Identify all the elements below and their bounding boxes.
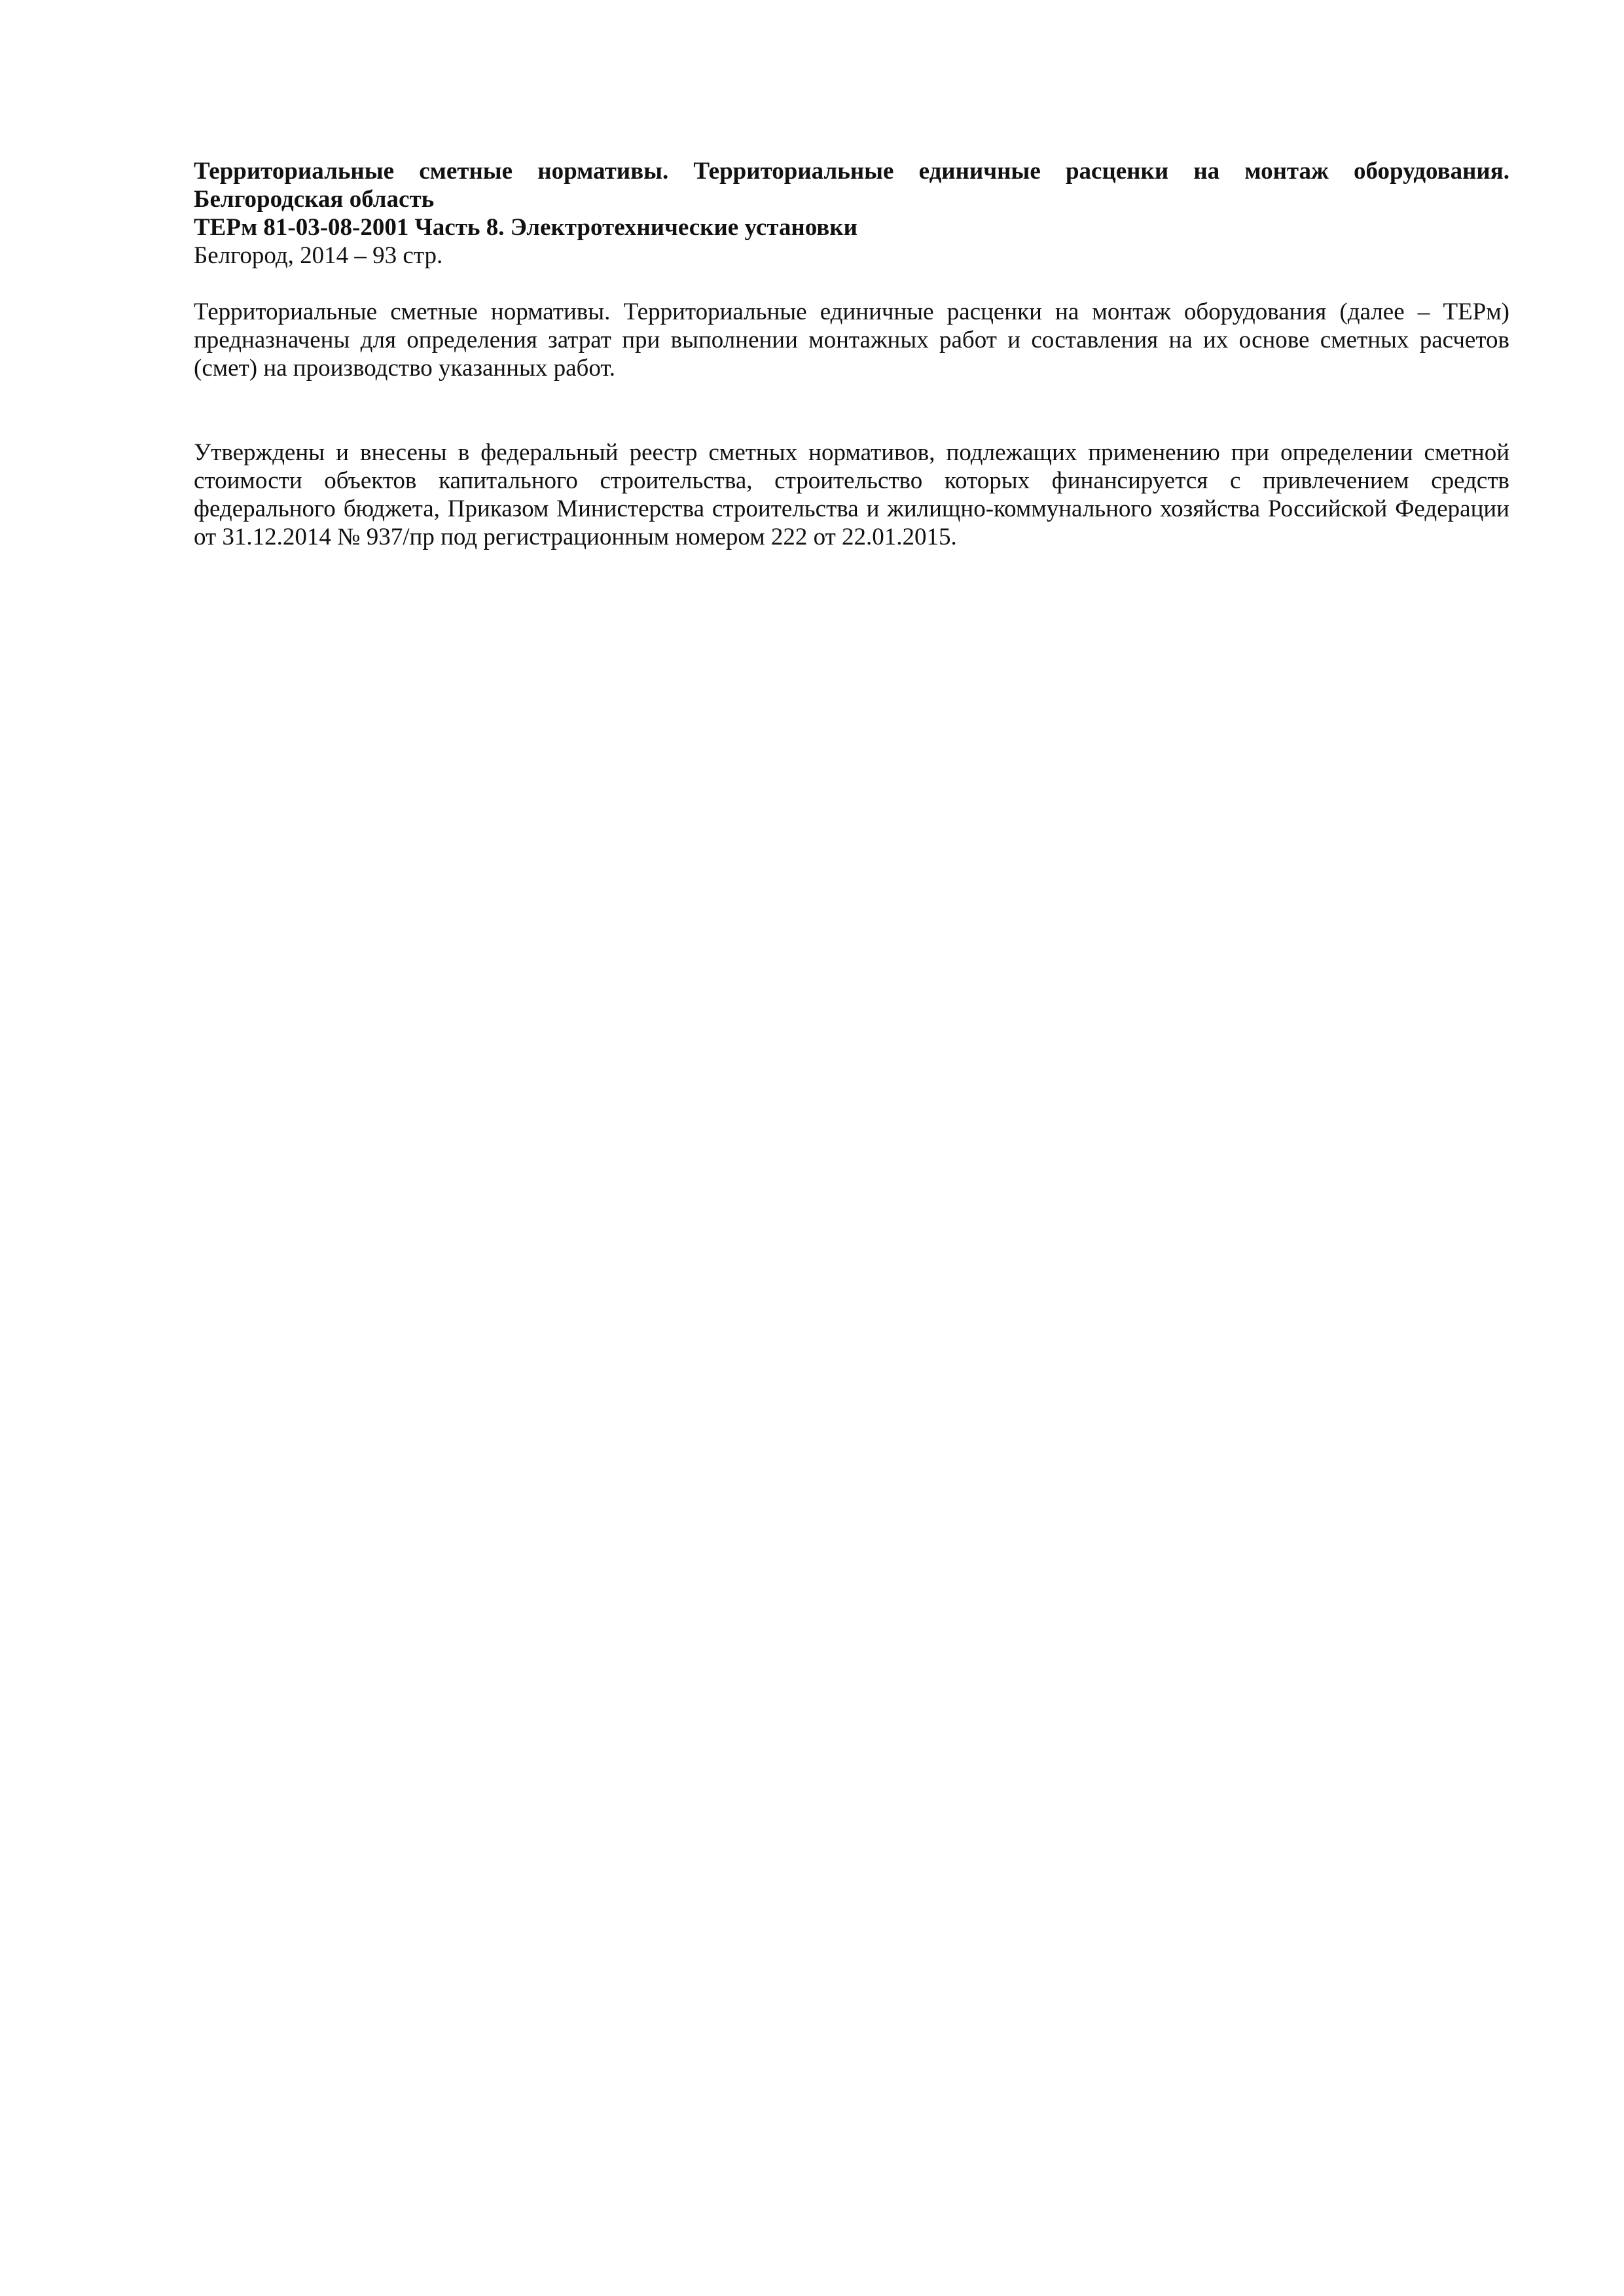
approval-paragraph: Утверждены и внесены в федеральный реестр сметных нормативов, подлежащих применению при определении сметной стоимости объектов капитального строительства, строительство которых финансируется с привлечением средств федерального бюджета, Приказом Министерства строительства и жилищно-коммунального хозяйства Российской Федерации от 31.12.2014 № 937/пр под регистрационным номером 222 от 22.01.2015. — [194, 439, 1509, 550]
document-subtitle: ТЕРм 81-03-08-2001 Часть 8. Электротехнические установки — [194, 214, 857, 241]
document-body — [194, 157, 1509, 551]
description-paragraph: Территориальные сметные нормативы. Территориальные единичные расценки на монтаж оборудования (далее – ТЕРм) предназначены для определения затрат при выполнении монтажных работ и составления на их основе сметных расчетов (смет) на производство указанных работ. — [194, 298, 1509, 382]
document-title: Территориальные сметные нормативы. Территориальные единичные расценки на монтаж оборудования. Белгородская область — [194, 158, 1509, 213]
document-imprint: Белгород, 2014 – 93 стр. — [194, 242, 443, 269]
